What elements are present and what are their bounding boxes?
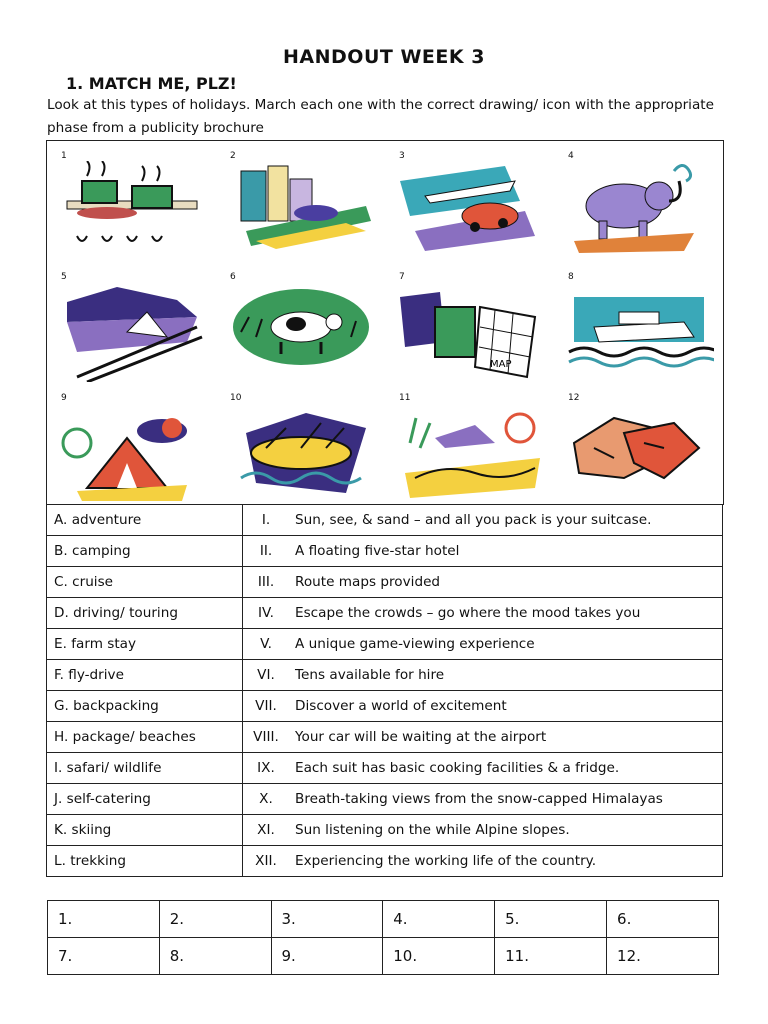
brochure-phrase: A unique game-viewing experience [289,629,723,660]
holiday-type: J. self-catering [47,784,243,815]
answer-cell[interactable]: 6. [607,901,719,938]
svg-text:MAP: MAP [490,359,512,370]
brochure-phrase: Experiencing the working life of the country. [289,846,723,877]
section-heading: 1. MATCH ME, PLZ! [66,74,237,93]
answer-cell[interactable]: 12. [607,938,719,975]
brochure-phrase: Discover a world of excitement [289,691,723,722]
mountain-ski-icon [57,282,207,382]
picture-2 [216,141,385,262]
picture-11 [385,383,554,504]
answer-row [48,901,719,938]
brochure-phrase: A floating five-star hotel [289,536,723,567]
table-row [47,691,723,722]
answer-cell[interactable]: 8. [159,938,271,975]
answer-cell[interactable]: 5. [495,901,607,938]
picture-12 [554,383,723,504]
holiday-type: G. backpacking [47,691,243,722]
brochure-phrase: Escape the crowds – go where the mood takes you [289,598,723,629]
answer-cell[interactable]: 10. [383,938,495,975]
city-car-icon [226,161,376,261]
holiday-type: E. farm stay [47,629,243,660]
picture-8 [554,262,723,383]
picture-4 [554,141,723,262]
table-row [47,567,723,598]
holiday-type: D. driving/ touring [47,598,243,629]
table-row [47,629,723,660]
table-row [47,846,723,877]
table-row [47,598,723,629]
table-row [47,660,723,691]
holiday-type: L. trekking [47,846,243,877]
roman-numeral: XI. [243,815,290,846]
answer-cell[interactable]: 1. [48,901,160,938]
holiday-type: A. adventure [47,505,243,536]
cow-farm-icon [226,282,376,382]
roman-numeral: II. [243,536,290,567]
beach-sun-icon [395,403,545,503]
roman-numeral: III. [243,567,290,598]
answer-row [48,938,719,975]
picture-number: 2 [230,151,236,161]
brochure-phrase: Sun listening on the while Alpine slopes. [289,815,723,846]
answer-grid [47,900,719,975]
picture-number: 7 [399,272,405,282]
backpack-map-icon [395,282,545,382]
picture-number: 1 [61,151,67,161]
table-row [47,815,723,846]
picture-number: 8 [568,272,574,282]
holiday-type: H. package/ beaches [47,722,243,753]
brochure-phrase: Breath-taking views from the snow-capped Himalayas [289,784,723,815]
roman-numeral: VII. [243,691,290,722]
roman-numeral: VIII. [243,722,290,753]
brochure-phrase: Your car will be waiting at the airport [289,722,723,753]
page-title: HANDOUT WEEK 3 [283,46,485,68]
roman-numeral: IX. [243,753,290,784]
answer-cell[interactable]: 9. [271,938,383,975]
table-row [47,784,723,815]
picture-number: 12 [568,393,580,403]
plane-car-icon [395,161,545,261]
roman-numeral: IV. [243,598,290,629]
table-row [47,536,723,567]
brochure-phrase: Tens available for hire [289,660,723,691]
picture-grid [46,140,724,505]
tent-icon [57,403,207,503]
roman-numeral: VI. [243,660,290,691]
picture-7 [385,262,554,383]
brochure-phrase: Each suit has basic cooking facilities & a fridge. [289,753,723,784]
holiday-type: K. skiing [47,815,243,846]
brochure-phrase: Route maps provided [289,567,723,598]
picture-number: 10 [230,393,242,403]
cruise-ship-icon [564,282,714,382]
picture-number: 11 [399,393,411,403]
picture-number: 3 [399,151,405,161]
instructions: Look at this types of holidays. March each one with the correct drawing/ icon with the appropriate phase from a publicity brochure [47,97,714,136]
roman-numeral: V. [243,629,290,660]
answer-cell[interactable]: 4. [383,901,495,938]
holiday-type: I. safari/ wildlife [47,753,243,784]
picture-number: 5 [61,272,67,282]
picture-10 [216,383,385,504]
picture-1 [47,141,216,262]
table-row [47,505,723,536]
picture-number: 4 [568,151,574,161]
table-row [47,753,723,784]
picture-number: 9 [61,393,67,403]
rocks-trek-icon [564,403,714,503]
rafting-icon [226,403,376,503]
holiday-type: F. fly-drive [47,660,243,691]
cooking-pots-icon [57,161,207,261]
answer-cell[interactable]: 7. [48,938,160,975]
picture-number: 6 [230,272,236,282]
table-row [47,722,723,753]
holiday-type: B. camping [47,536,243,567]
elephant-icon [564,161,714,261]
answer-cell[interactable]: 3. [271,901,383,938]
holiday-type: C. cruise [47,567,243,598]
matching-table [46,504,723,877]
picture-9 [47,383,216,504]
answer-cell[interactable]: 11. [495,938,607,975]
picture-6 [216,262,385,383]
roman-numeral: I. [243,505,290,536]
brochure-phrase: Sun, see, & sand – and all you pack is your suitcase. [289,505,723,536]
picture-5 [47,262,216,383]
picture-3 [385,141,554,262]
roman-numeral: X. [243,784,290,815]
roman-numeral: XII. [243,846,290,877]
answer-cell[interactable]: 2. [159,901,271,938]
